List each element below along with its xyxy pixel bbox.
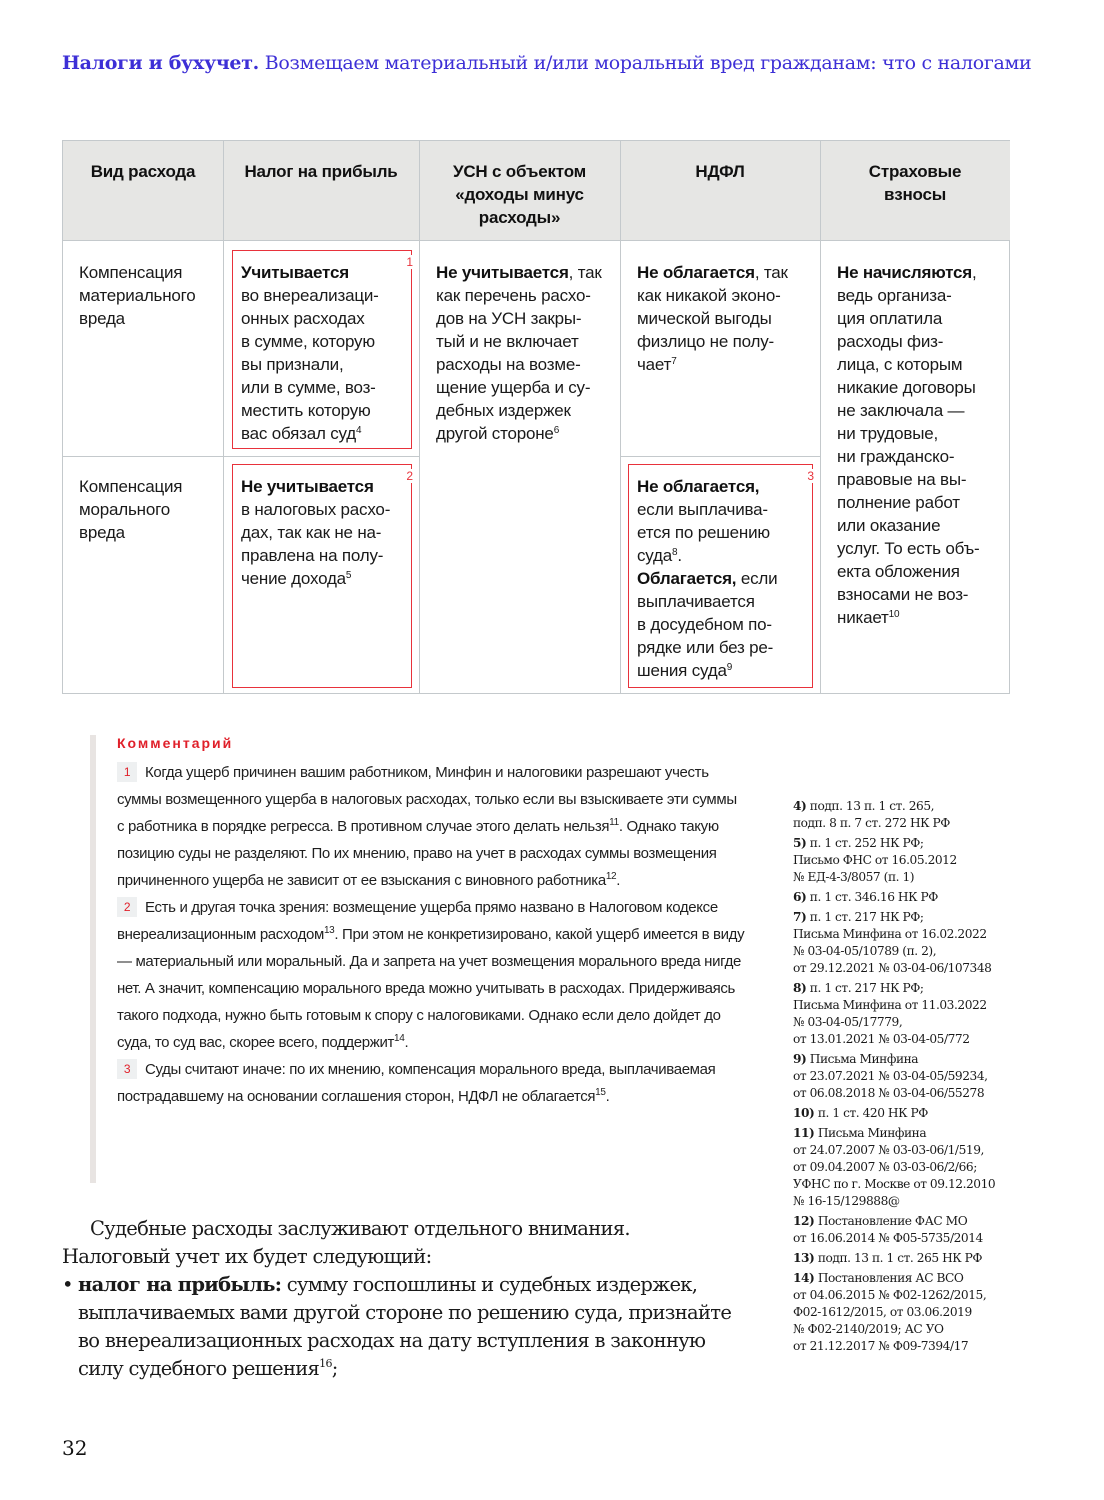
text-line: в досудебном по- [637, 615, 772, 634]
footnote-number: 4) [793, 799, 807, 813]
text-line: тый и не включает [436, 332, 579, 351]
text-line: ведь организа- [837, 286, 952, 305]
text-line: екта обложения [837, 562, 960, 581]
bullet-icon: • [62, 1273, 73, 1296]
header-line: УСН с объектом [452, 162, 587, 181]
text-line: суда [637, 546, 673, 565]
footnote-number: 12) [793, 1214, 815, 1228]
footnote-number: 6) [793, 890, 807, 904]
status-bold: Не облагается [637, 263, 755, 282]
bullet-text: сумму госпошлины и судебных издержек, выплачиваемых вами другой стороне по решению суда, признайте во внереализационных расходах на дату вступления в законную силу судебного решения [78, 1273, 732, 1380]
text-line: ется по решению [637, 523, 770, 542]
text-line: услуг. То есть объ- [837, 539, 980, 558]
comment-item-2 [117, 894, 747, 1056]
status-bold: Не учитывается [436, 263, 569, 282]
cell-material-ndfl [637, 261, 788, 376]
article-title: Возмещаем материальный и/или моральный вред гражданам: что с налогами [264, 52, 1032, 74]
footnote-number: 8) [793, 981, 807, 995]
text-line: мической выгоды [637, 309, 772, 328]
text-line: или в сумме, воз- [241, 378, 376, 397]
footnote-line: Письма Минфина от 11.03.2022 [793, 998, 987, 1012]
header-label: Налог на прибыль [244, 162, 398, 181]
comment-side-bar [90, 735, 96, 1183]
section-title: Налоги и бухучет. [62, 52, 259, 74]
footnote-line: от 09.04.2007 № 03-03-06/2/66; [793, 1160, 977, 1174]
row-divider [620, 456, 820, 457]
footnotes-sidebar [793, 798, 1028, 1358]
text-line: правовые на вы- [837, 470, 967, 489]
footnote-number: 5) [793, 836, 807, 850]
text-line: правлена на полу- [241, 546, 384, 565]
footnote-6 [793, 889, 1028, 906]
text-line: если [736, 569, 778, 588]
text-line: щение ущерба и су- [436, 378, 591, 397]
footnote-10 [793, 1105, 1028, 1122]
header-ndfl [620, 141, 820, 241]
footnote-line: Постановление ФАС МО [817, 1214, 968, 1228]
cell-insurance [837, 261, 979, 629]
footnote-number: 9) [793, 1052, 807, 1066]
text-line: в налоговых расхо- [241, 500, 391, 519]
footnote-line: от 29.12.2021 № 03-04-06/107348 [793, 961, 992, 975]
footnote-number: 14) [793, 1271, 815, 1285]
text-line: ция оплатила [837, 309, 943, 328]
footnote-line: Письма Минфина от 16.02.2022 [793, 927, 987, 941]
text-line: полнение работ [837, 493, 960, 512]
header-label: Вид расхода [90, 162, 196, 181]
footnote-line: Письма Минфина [809, 1052, 919, 1066]
footnote-line: п. 1 ст. 420 НК РФ [817, 1106, 928, 1120]
column-divider [419, 141, 420, 693]
column-divider [820, 141, 821, 693]
footnote-line: от 13.01.2021 № 03-04-05/772 [793, 1032, 970, 1046]
header-line: расходы» [478, 208, 561, 227]
header-insurance [820, 141, 1010, 241]
header-line: взносы [883, 185, 947, 204]
text-line: другой стороне [436, 424, 554, 443]
body-paragraph: Судебные расходы заслуживают отдельного внимания. Налоговый учет их будет следующий: [62, 1217, 630, 1268]
text-line: во внереализаци- [241, 286, 379, 305]
column-divider [223, 141, 224, 693]
text-line: чает [637, 355, 672, 374]
text-line: расходы на возме- [436, 355, 581, 374]
page-number: 32 [62, 1436, 88, 1460]
footnote-line: Постановления АС ВСО [817, 1271, 964, 1285]
comment-body [117, 759, 747, 1110]
comment-text: Когда ущерб причинен вашим работником, Минфин и налоговики разрешают учесть суммы возмещенного ущерба в налоговых расходах, только если вы взыскиваете эти суммы с работника в порядке регресса. В противном случае этого делать нельзя [117, 764, 737, 835]
text-line: ни гражданско- [837, 447, 955, 466]
footnote-ref[interactable]: 10 [888, 609, 900, 620]
text-line: лица, с которым [837, 355, 963, 374]
comment-text: . [605, 1088, 610, 1105]
footnote-line: от 21.12.2017 № Ф09-7394/17 [793, 1339, 969, 1353]
text-line: в сумме, которую [241, 332, 375, 351]
status-bold: Не учитывается [241, 477, 374, 496]
cell-material-profit-tax [241, 261, 379, 445]
text-line: дах, так как не на- [241, 523, 382, 542]
status-bold: Учитывается [241, 263, 349, 282]
text-line: вреда [79, 523, 125, 542]
row-material-type [79, 261, 196, 330]
footnote-14 [793, 1270, 1028, 1355]
footnote-line: Письма Минфина [817, 1126, 927, 1140]
footnote-line: от 23.07.2021 № 03-04-05/59234, [793, 1069, 988, 1083]
footnote-line: п. 1 ст. 346.16 НК РФ [809, 890, 938, 904]
text-line: морального [79, 500, 170, 519]
header-profit-tax [223, 141, 419, 241]
footnote-line: подп. 13 п. 1 ст. 265 НК РФ [817, 1251, 983, 1265]
comment-title: Комментарий [117, 735, 234, 751]
footnote-line: подп. 13 п. 1 ст. 265, [809, 799, 935, 813]
header-label: НДФЛ [695, 162, 745, 181]
footnote-line: от 16.06.2014 № Ф05-5735/2014 [793, 1231, 983, 1245]
comment-text: . Однако такую позицию суды не разделяют. По их мнению, право на учет в расходах суммы возмещения причиненного ущерба не зависит от ее взыскания с виновного работника [117, 818, 719, 889]
footnote-number: 7) [793, 910, 807, 924]
text-line: , так [568, 263, 602, 282]
footnote-number: 11) [793, 1126, 815, 1140]
footnote-line: п. 1 ст. 252 НК РФ; [809, 836, 924, 850]
footnote-ref[interactable]: 4 [356, 425, 362, 436]
text-line: шения суда [637, 661, 727, 680]
status-bold: Не облагается, [637, 477, 760, 496]
bullet-item-profit-tax [62, 1271, 742, 1383]
footnote-ref[interactable]: 7 [671, 356, 677, 367]
text-line: , [972, 263, 977, 282]
footnote-line: № 16-15/129888@ [793, 1194, 900, 1208]
footnote-line: от 24.07.2007 № 03-03-06/1/519, [793, 1143, 984, 1157]
comment-text: Есть и другая точка зрения: возмещение ущерба прямо названо в Налоговом кодексе внереализационным расходом [117, 899, 718, 943]
text-line: дов на УСН закры- [436, 309, 582, 328]
text-line: не заключала — [837, 401, 965, 420]
comment-block [90, 735, 750, 1185]
text-line: онных расходах [241, 309, 365, 328]
row-divider [63, 456, 419, 457]
footnote-ref[interactable]: 15 [595, 1087, 606, 1098]
footnote-line: п. 1 ст. 217 НК РФ; [809, 981, 924, 995]
header-line: «доходы минус [455, 185, 584, 204]
comment-marker: 1 [117, 762, 137, 782]
text-line: никакие договоры [837, 378, 976, 397]
text-line: как перечень расхо- [436, 286, 591, 305]
comment-marker-3[interactable]: 3 [807, 469, 814, 483]
running-head [62, 52, 1031, 74]
cell-usn [436, 261, 602, 445]
footnote-ref[interactable]: 6 [553, 425, 560, 436]
footnote-7 [793, 909, 1028, 977]
footnote-ref[interactable]: 16 [319, 1357, 332, 1370]
footnote-12 [793, 1213, 1028, 1247]
bullet-text: ; [331, 1357, 338, 1380]
tax-comparison-table [62, 140, 1010, 694]
footnote-ref[interactable]: 5 [345, 570, 352, 581]
header-usn [419, 141, 620, 241]
footnote-line: № 03-04-05/10789 (п. 2), [793, 944, 937, 958]
footnote-ref[interactable]: 13 [323, 925, 335, 936]
comment-marker-2[interactable]: 2 [406, 469, 413, 483]
text-line: ни трудовые, [837, 424, 938, 443]
comment-item-3 [117, 1056, 747, 1110]
text-line: местить которую [241, 401, 371, 420]
comment-marker: 3 [117, 1059, 137, 1079]
text-line: , так [754, 263, 788, 282]
text-line: взносами не воз- [837, 585, 969, 604]
footnote-13 [793, 1250, 1028, 1267]
footnote-line: п. 1 ст. 217 НК РФ; [809, 910, 924, 924]
footnote-line: от 06.08.2018 № 03-04-06/55278 [793, 1086, 985, 1100]
footnote-ref[interactable]: 8 [672, 547, 678, 558]
cell-moral-ndfl: Не облагается, если выплачива- ется по решению суда$^8$. Облагается, если выплачивается в досудебном по- рядке или без ре- шения суда$^9$ [637, 477, 778, 680]
comment-item-1 [117, 759, 747, 894]
cell-moral-profit-tax [241, 475, 390, 590]
header-line: Страховые [868, 162, 962, 181]
text-line: расходы физ- [837, 332, 944, 351]
footnote-number: 10) [793, 1106, 815, 1120]
comment-text: . При этом не конкретизировано, какой ущерб имеется в виду — материальный или моральный. Да и запрета на учет возмещения морального вреда нигде нет. А значит, компенсацию морального вреда можно учитывать в расходах. Придерживаясь такого подхода, нужно быть готовым к спору с налоговиками. Однако если дело дойдет до суда, то суд вас, скорее всего, поддержит [117, 926, 745, 1051]
text-line: Компенсация [79, 477, 183, 496]
body-text [62, 1215, 742, 1383]
row-moral-type [79, 475, 182, 544]
footnote-line: № Ф02-2140/2019; АС УО [793, 1322, 944, 1336]
footnote-8 [793, 980, 1028, 1048]
comment-marker-1[interactable]: 1 [406, 255, 413, 269]
text-line: никает [837, 608, 889, 627]
footnote-ref[interactable]: 11 [609, 817, 619, 828]
footnote-line: подп. 8 п. 7 ст. 272 НК РФ [793, 816, 950, 830]
footnote-ref[interactable]: 12 [605, 871, 617, 882]
comment-text: Суды считают иначе: по их мнению, компенсация морального вреда, выплачиваемая пострадавшему на основании соглашения сторон, НДФЛ не облагается [117, 1061, 716, 1105]
footnote-line: Письмо ФНС от 16.05.2012 [793, 853, 957, 867]
footnote-line: № ЕД-4-3/8057 (п. 1) [793, 870, 915, 884]
text-line: или оказание [837, 516, 941, 535]
footnote-line: Ф02-1612/2015, от 03.06.2019 [793, 1305, 972, 1319]
footnote-ref[interactable]: 14 [394, 1033, 405, 1044]
text-line: чение дохода [241, 569, 346, 588]
bullet-bold: налог на прибыль: [78, 1273, 282, 1296]
text-line: вреда [79, 309, 125, 328]
footnote-line: УФНС по г. Москве от 09.12.2010 [793, 1177, 996, 1191]
footnote-number: 13) [793, 1251, 815, 1265]
comment-marker: 2 [117, 897, 137, 917]
comment-text: . [616, 872, 621, 889]
footnote-9 [793, 1051, 1028, 1102]
text-line: выплачивается [637, 592, 755, 611]
status-bold: Облагается, [637, 569, 737, 588]
footnote-line: от 04.06.2015 № Ф02-1262/2015, [793, 1288, 987, 1302]
footnote-line: № 03-04-05/17779, [793, 1015, 903, 1029]
text-line: материального [79, 286, 196, 305]
footnote-ref[interactable]: 9 [726, 662, 733, 673]
footnote-11 [793, 1125, 1028, 1210]
status-bold: Не начисляются [837, 263, 973, 282]
text-line: вас обязал суд [241, 424, 356, 443]
footnote-5 [793, 835, 1028, 886]
text-line: Компенсация [79, 263, 183, 282]
text-line: рядке или без ре- [637, 638, 774, 657]
column-divider [620, 141, 621, 693]
text-line: физлицо не полу- [637, 332, 774, 351]
comment-text: . [404, 1034, 409, 1051]
header-expense-type [63, 141, 223, 241]
text-line: вы признали, [241, 355, 344, 374]
footnote-4 [793, 798, 1028, 832]
text-line: если выплачива- [637, 500, 768, 519]
text-line: как никакой эконо- [637, 286, 781, 305]
text-line: дебных издержек [436, 401, 571, 420]
